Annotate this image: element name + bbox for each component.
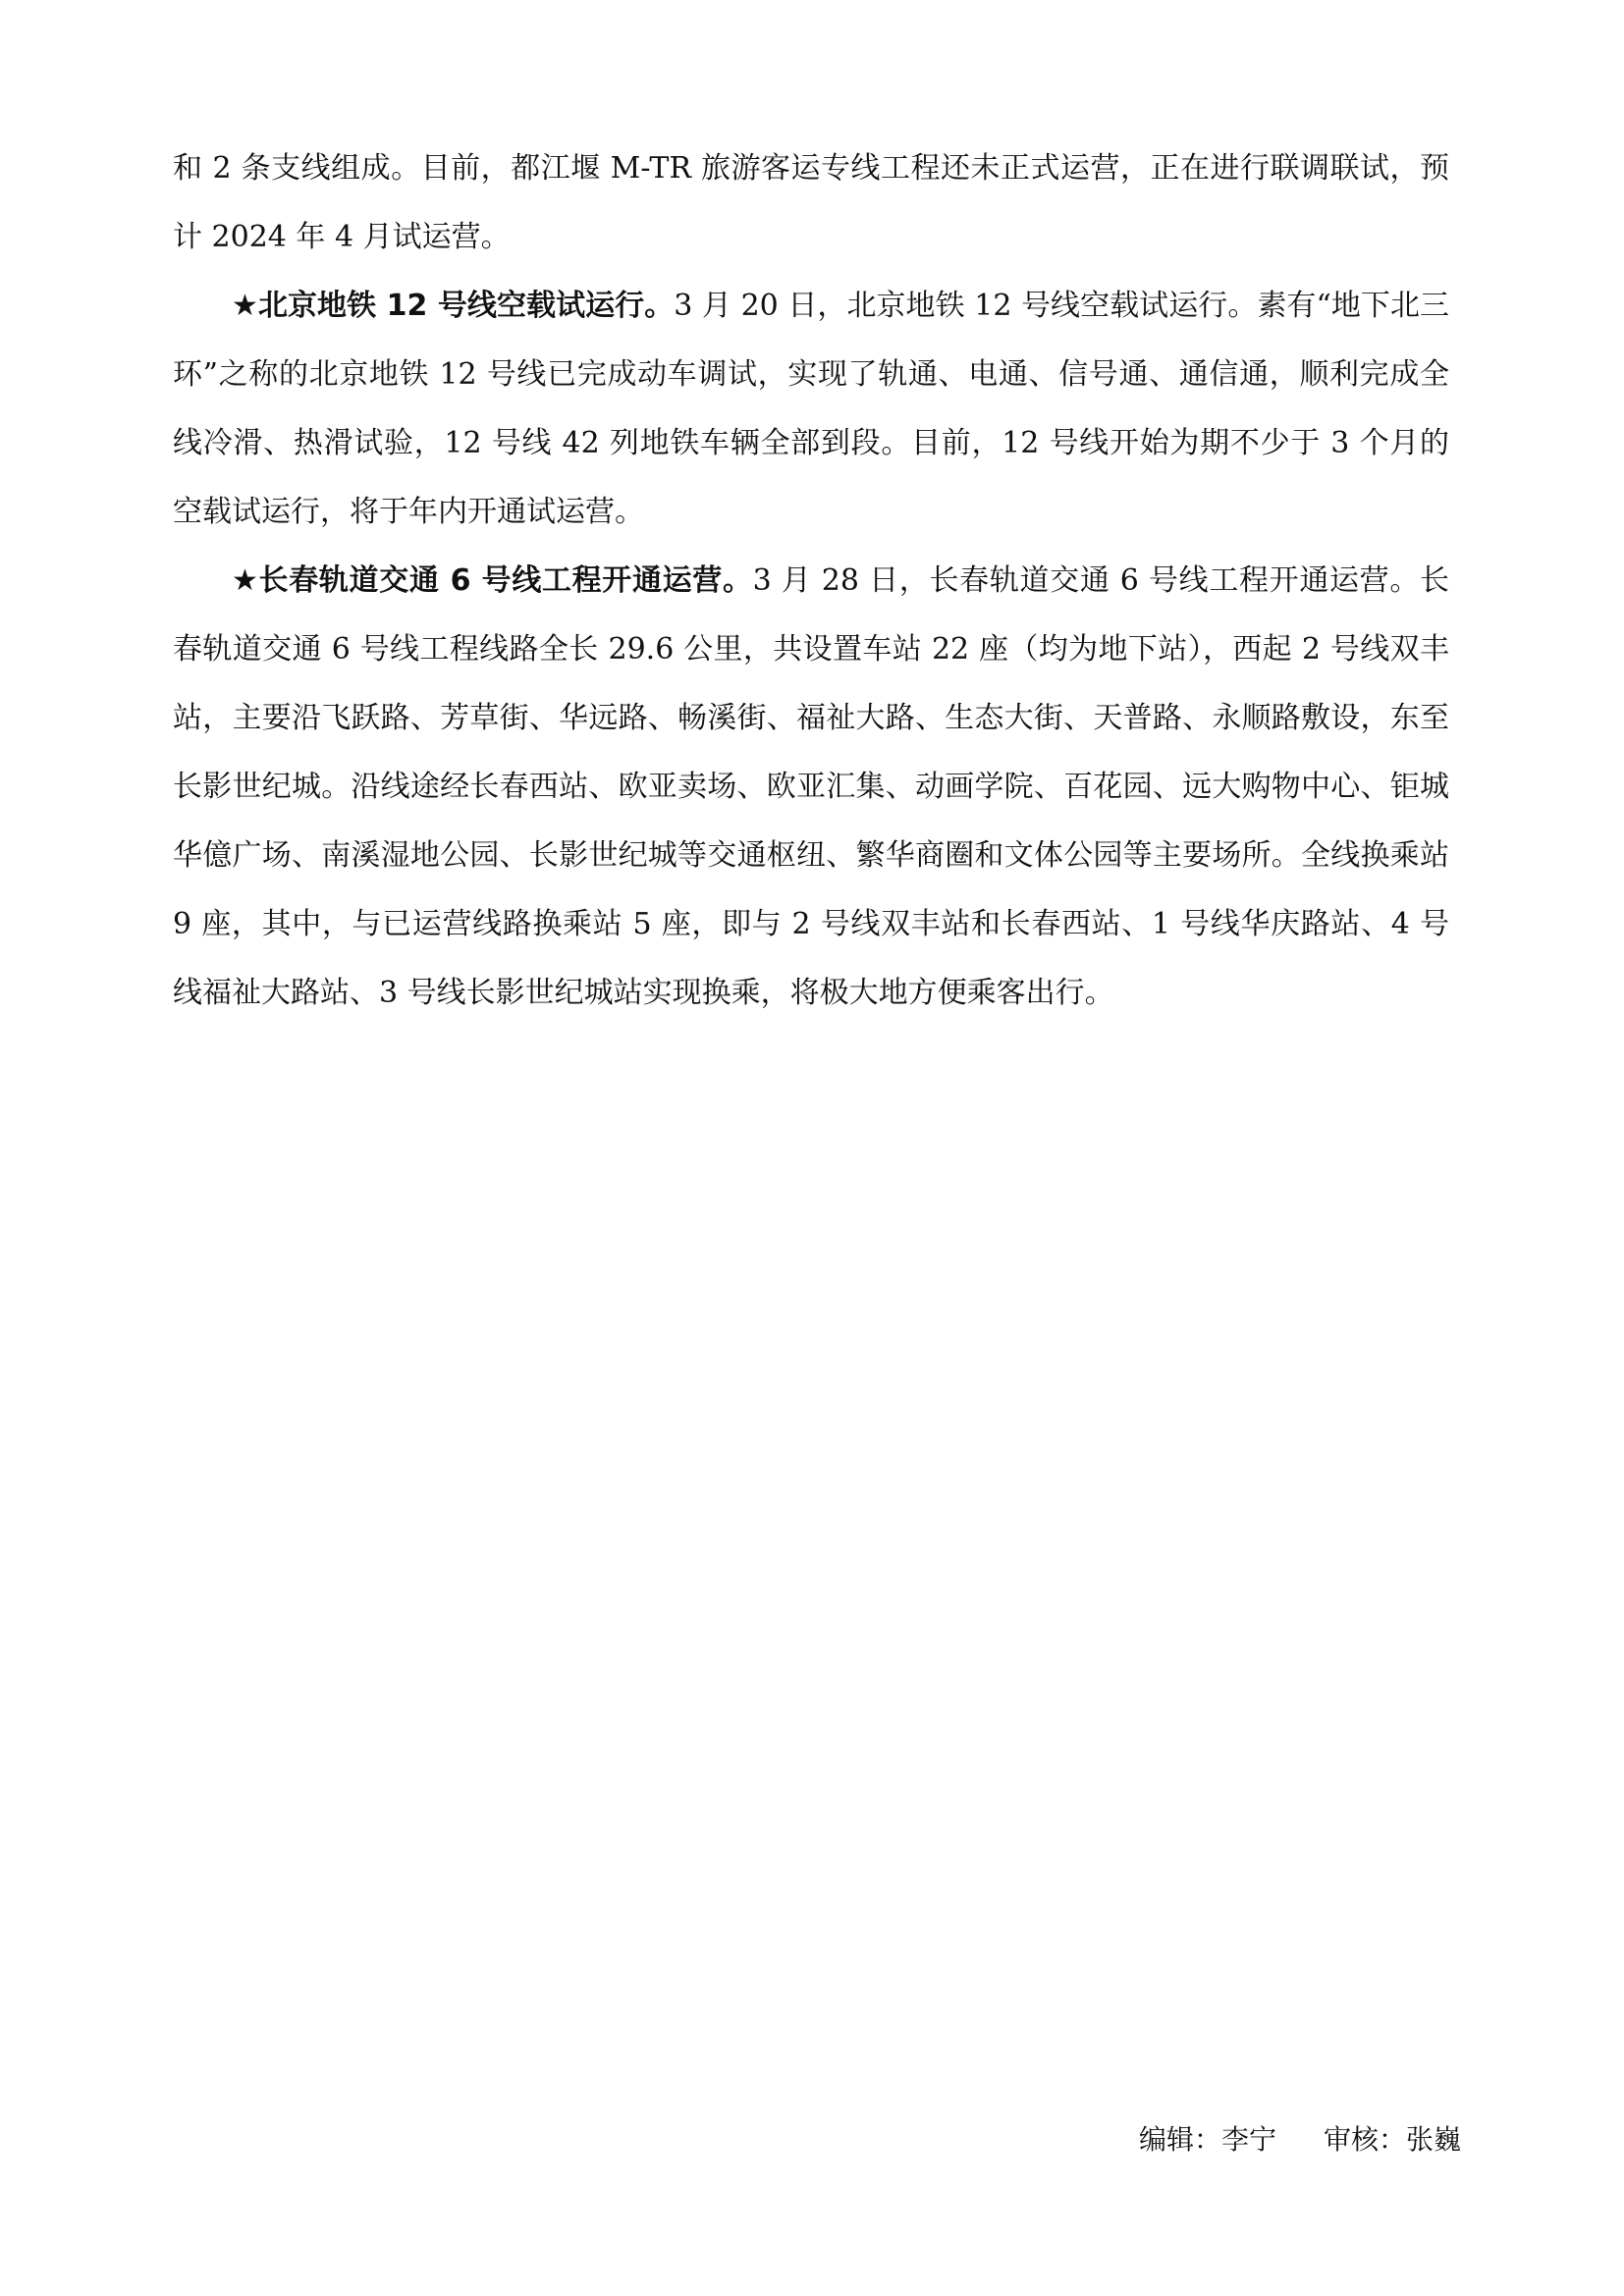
paragraph-continuation	[173, 134, 1449, 272]
paragraph-heading: ★北京地铁 12 号线空载试运行。	[232, 289, 675, 323]
paragraph-heading: ★长春轨道交通 6 号线工程开通运营。	[232, 563, 753, 598]
reviewer-credit: 审核：张巍	[1324, 2123, 1462, 2156]
paragraph-text: 3 月 20 日，北京地铁 12 号线空载试运行。素有“地下北三环”之称的北京地铁 12 号线已完成动车调试，实现了轨通、电通、信号通、通信通，顺利完成全线冷滑、热滑试验，12 号线 42 列地铁车辆全部到段。目前，12 号线开始为期不少于 3 个月的空载试运行，将于年内开通试运营。	[173, 289, 1450, 529]
editor-credit: 编辑：李宁	[1139, 2123, 1277, 2156]
paragraph-text: 和 2 条支线组成。目前，都江堰 M-TR 旅游客运专线工程还未正式运营，正在进行联调联试，预计 2024 年 4 月试运营。	[173, 151, 1449, 254]
paragraph-text: 3 月 28 日，长春轨道交通 6 号线工程开通运营。长春轨道交通 6 号线工程线路全长 29.6 公里，共设置车站 22 座（均为地下站），西起 2 号线双丰站，主要沿飞跃路、芳草街、华远路、畅溪街、福祉大路、生态大街、天普路、永顺路敷设，东至长影世纪城。沿线途经长春西站、欧亚卖场、欧亚汇集、动画学院、百花园、远大购物中心、钜城华億广场、南溪湿地公园、长影世纪城等交通枢纽、繁华商圈和文体公园等主要场所。全线换乘站 9 座，其中，与已运营线路换乘站 5 座，即与 2 号线双丰站和长春西站、1 号线华庆路站、4 号线福祉大路站、3 号线长影世纪城站实现换乘，将极大地方便乘客出行。	[173, 563, 1449, 1010]
paragraph-beijing-line-12	[173, 272, 1449, 547]
paragraph-changchun-line-6	[173, 547, 1449, 1028]
document-footer	[1139, 2120, 1461, 2160]
document-body	[173, 134, 1449, 1028]
